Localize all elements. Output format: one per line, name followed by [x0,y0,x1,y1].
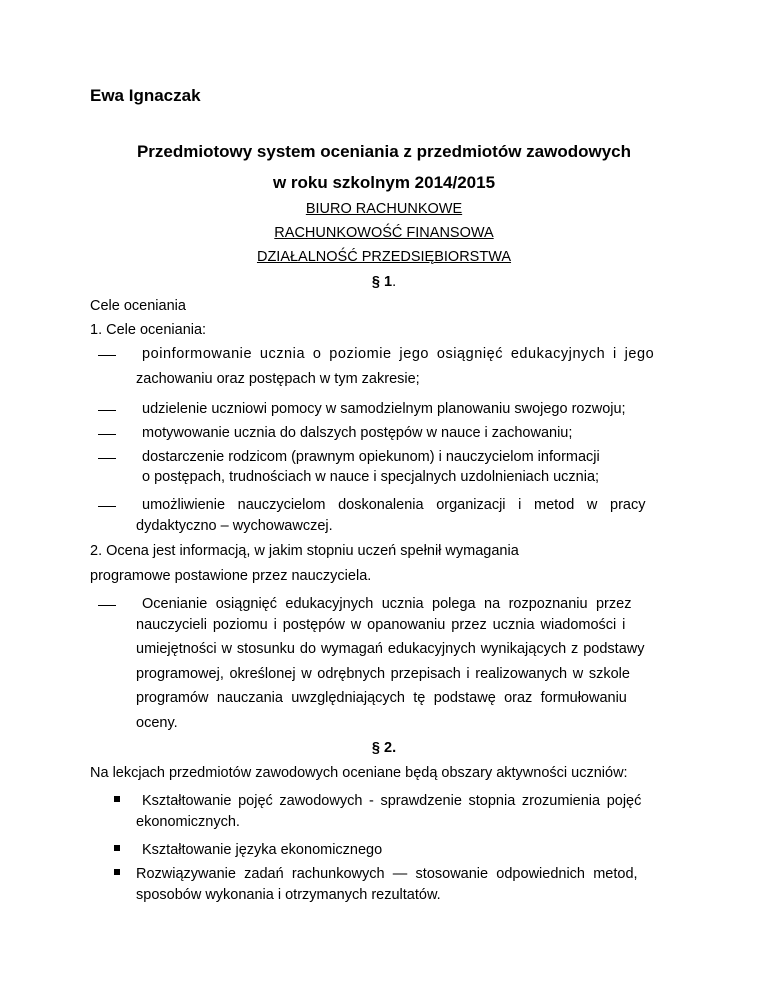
goal-1-line2: zachowaniu oraz postępach w tym zakresie; [136,371,420,387]
section-2-mark: § 2. [371,740,397,756]
dash-bullet [98,355,116,356]
point-2-item-line1: Ocenianie osiągnięć edukacyjnych ucznia polega na rozpoznaniu przez [142,596,632,612]
section-1-dot: . [392,274,397,290]
point-2-line1: 2. Ocena jest informacją, w jakim stopniu uczeń spełnił wymagania [90,543,519,559]
square-bullet [114,869,120,875]
area-1-line2: ekonomicznych. [136,814,240,830]
dash-bullet [98,506,116,507]
area-3-line1: Rozwiązywanie zadań rachunkowych — stosowanie odpowiednich metod, [136,866,638,882]
square-bullet [114,845,120,851]
goal-5-line2: dydaktyczno – wychowawczej. [136,518,333,534]
document-title-line1: Przedmiotowy system oceniania z przedmiotów zawodowych [136,142,632,161]
dash-bullet [98,410,116,411]
goals-subheading: 1. Cele oceniania: [90,322,207,338]
area-3-line2: sposobów wykonania i otrzymanych rezultatów. [136,887,441,903]
area-2: Kształtowanie języka ekonomicznego [142,842,383,858]
goal-5-line1: umożliwienie nauczycielom doskonalenia organizacji i metod w pracy [142,497,646,513]
point-2-line2: programowe postawione przez nauczyciela. [90,568,372,584]
area-1-line1: Kształtowanie pojęć zawodowych - sprawdzenie stopnia zrozumienia pojęć [142,793,642,809]
goal-4-line2: o postępach, trudnościach w nauce i specjalnych uzdolnieniach ucznia; [142,469,600,485]
dash-bullet [98,434,116,435]
goals-heading: Cele oceniania [90,298,186,314]
subject-1: BIURO RACHUNKOWE [305,201,463,217]
square-bullet [114,796,120,802]
subject-2: RACHUNKOWOŚĆ FINANSOWA [274,225,494,241]
goal-2: udzielenie uczniowi pomocy w samodzielnym planowaniu swojego rozwoju; [142,401,626,417]
goal-4-line1: dostarczenie rodzicom (prawnym opiekunom) i nauczycielom informacji [142,449,600,465]
goal-1-line1: poinformowanie ucznia o poziomie jego osiągnięć edukacyjnych i jego [142,346,655,362]
subject-3: DZIAŁALNOŚĆ PRZEDSIĘBIORSTWA [256,249,512,265]
section-1-symbol: § 1 [371,274,393,290]
section-2-intro: Na lekcjach przedmiotów zawodowych oceniane będą obszary aktywności uczniów: [90,765,628,781]
dash-bullet [98,605,116,606]
point-2-item-line5: programów nauczania uwzględniających tę podstawę oraz formułowaniu [136,690,627,706]
author-name: Ewa Ignaczak [90,86,201,105]
point-2-item-line6: oceny. [136,715,178,731]
point-2-item-line2: nauczycieli poziomu i postępów w opanowaniu przez ucznia wiadomości i [136,617,626,633]
point-2-item-line4: programowej, określonej w odrębnych przepisach i realizowanych w szkole [136,666,630,682]
point-2-item-line3: umiejętności w stosunku do wymagań edukacyjnych wynikających z podstawy [136,641,645,657]
dash-bullet [98,458,116,459]
document-title-line2: w roku szkolnym 2014/2015 [272,173,496,192]
goal-3: motywowanie ucznia do dalszych postępów w nauce i zachowaniu; [142,425,573,441]
section-1-mark [0,274,768,290]
